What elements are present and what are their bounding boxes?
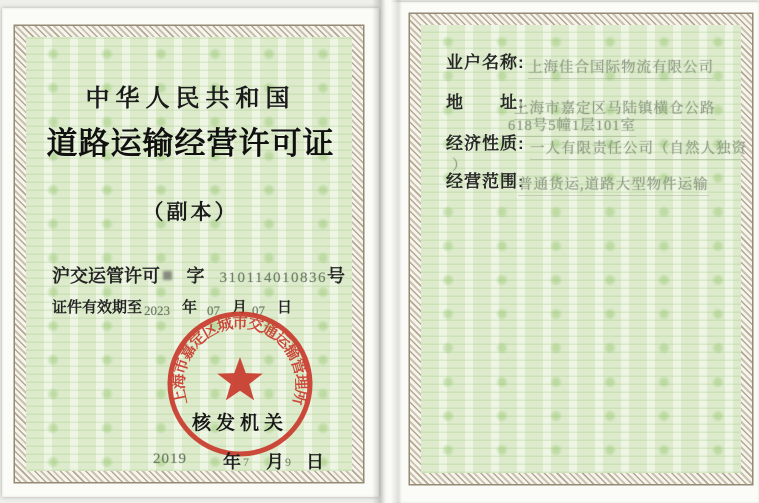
address-value-line1: 上海市嘉定区马陆镇横仓公路 — [514, 97, 716, 120]
validity-day-unit: 日 — [277, 299, 293, 316]
license-prefix: 沪交运管许可 — [52, 266, 160, 286]
license-number: 310114010836 — [219, 270, 327, 286]
issue-month-unit: 月 — [266, 452, 284, 472]
stamp-ring-text: 上海市嘉定区城市交通运输管理所 — [170, 314, 310, 407]
issue-date-line — [2, 448, 379, 474]
validity-year: 2023 — [144, 303, 171, 318]
validity-year-unit: 年 — [182, 299, 198, 316]
permit-details-page — [388, 2, 759, 503]
country-name: 中华人民共和国 — [85, 86, 296, 112]
redaction-smudge — [163, 271, 172, 280]
validity-day: 07 — [252, 303, 266, 318]
permit-cover-page — [2, 8, 379, 497]
decorative-border-frame — [410, 14, 752, 484]
address-value-line2: 618号5幢1层101室 — [508, 114, 636, 137]
issuer-label: 核发机关 — [191, 413, 288, 434]
economic-nature-value-line2: ） — [452, 158, 468, 174]
validity-month-unit: 月 — [232, 299, 248, 316]
official-red-stamp — [160, 304, 320, 464]
issue-day: 9 — [285, 455, 291, 469]
address-label: 地 址: — [446, 93, 525, 112]
business-name-label: 业户名称: — [446, 53, 525, 72]
business-scope-value: 普通货运,道路大型物件运输 — [518, 173, 709, 196]
issue-month: 7 — [243, 455, 249, 469]
license-word-zi: 字 — [186, 266, 205, 286]
booklet-fold-crease — [372, 0, 402, 503]
business-name-value: 上海佳合国际物流有限公司 — [528, 56, 714, 79]
economic-nature-label: 经济性质: — [446, 134, 525, 153]
validity-label: 证件有效期至 — [52, 299, 143, 316]
validity-month: 07 — [207, 303, 221, 318]
license-number-line — [52, 262, 345, 288]
issue-year: 2019 — [153, 451, 187, 467]
economic-nature-value-line1: 一人有限责任公司（自然人独资 — [530, 137, 747, 160]
license-suffix-hao: 号 — [327, 266, 345, 286]
copy-type-subtitle: （副本） — [142, 200, 239, 224]
issue-day-unit: 日 — [306, 452, 324, 472]
business-scope-label: 经营范围: — [446, 172, 525, 191]
stamp-star-icon — [217, 357, 263, 400]
issue-year-unit: 年 — [223, 452, 241, 472]
document-title: 道路运输经营许可证 — [46, 126, 335, 161]
